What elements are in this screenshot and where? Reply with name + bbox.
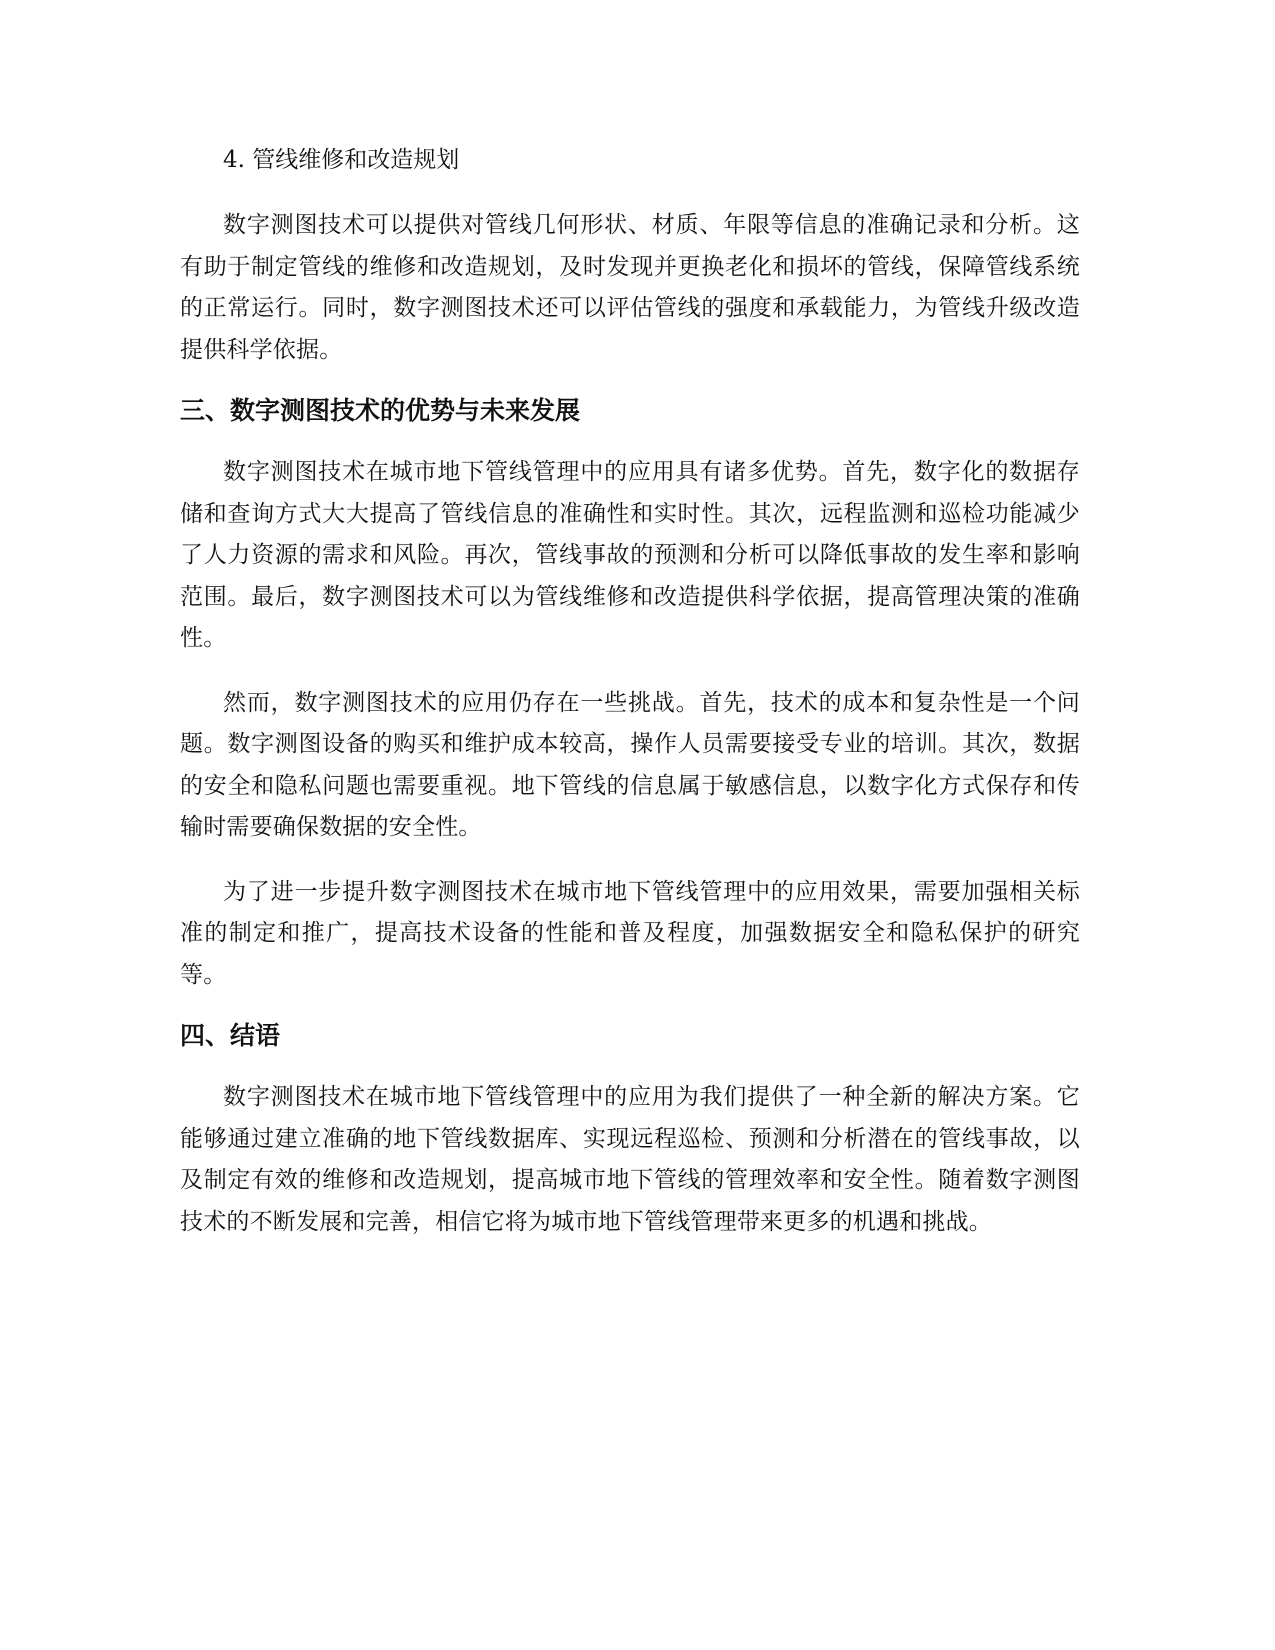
paragraph: 数字测图技术可以提供对管线几何形状、材质、年限等信息的准确记录和分析。这有助于制定管线的维修和改造规划，及时发现并更换老化和损坏的管线，保障管线系统的正常运行。同时，数字测图技术还可以评估管线的强度和承载能力，为管线升级改造提供科学依据。 (180, 212, 1080, 363)
paragraph: 数字测图技术在城市地下管线管理中的应用具有诸多优势。首先，数字化的数据存储和查询方式大大提高了管线信息的准确性和实时性。其次，远程监测和巡检功能减少了人力资源的需求和风险。再次，管线事故的预测和分析可以降低事故的发生率和影响范围。最后，数字测图技术可以为管线维修和改造提供科学依据，提高管理决策的准确性。 (180, 459, 1080, 651)
document-page (180, 145, 1080, 1266)
paragraph: 然而，数字测图技术的应用仍存在一些挑战。首先，技术的成本和复杂性是一个问题。数字测图设备的购买和维护成本较高，操作人员需要接受专业的培训。其次，数据的安全和隐私问题也需要重视。地下管线的信息属于敏感信息，以数字化方式保存和传输时需要确保数据的安全性。 (180, 689, 1080, 840)
section-heading-advantages: 三、数字测图技术的优势与未来发展 (180, 396, 581, 425)
paragraph: 数字测图技术在城市地下管线管理中的应用为我们提供了一种全新的解决方案。它能够通过建立准确的地下管线数据库、实现远程巡检、预测和分析潜在的管线事故，以及制定有效的维修和改造规划，提高城市地下管线的管理效率和安全性。随着数字测图技术的不断发展和完善，相信它将为城市地下管线管理带来更多的机遇和挑战。 (180, 1084, 1080, 1235)
section-heading-conclusion: 四、结语 (180, 1021, 281, 1050)
subheading-pipeline-maintenance: 4. 管线维修和改造规划 (223, 147, 460, 173)
paragraph: 为了进一步提升数字测图技术在城市地下管线管理中的应用效果，需要加强相关标准的制定和推广，提高技术设备的性能和普及程度，加强数据安全和隐私保护的研究等。 (180, 878, 1080, 988)
